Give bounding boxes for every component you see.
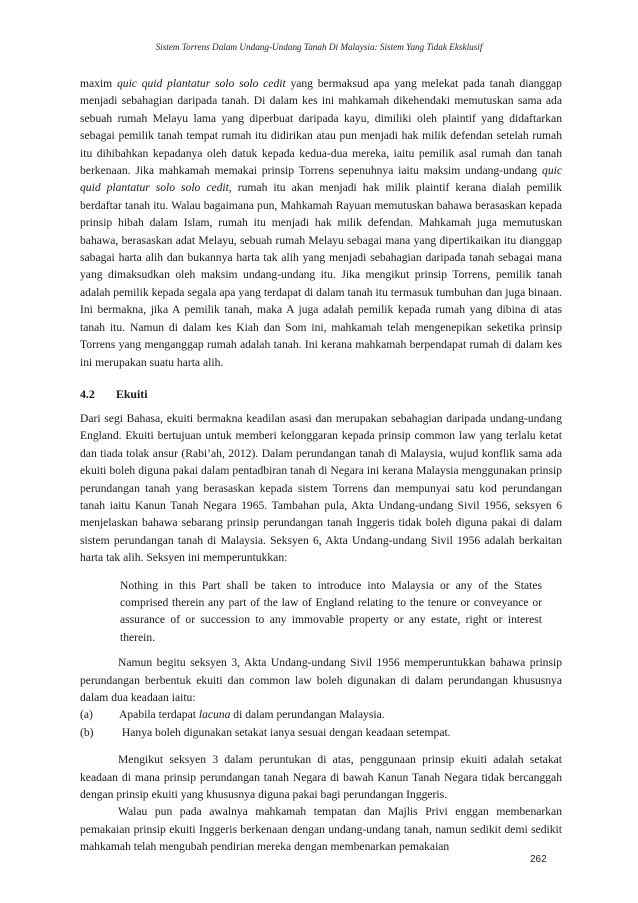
- paragraph-text: , rumah itu akan menjadi hak milik plaintif kerana dialah pemilik berdaftar tanah itu. Walau bagaimana pun, Mahkamah Rayuan memutuskan bahawa berasaskan kepada prinsip hibah dalam Islam, rumah itu menjadi hak milik defendan. Mahkamah juga memutuskan bahawa, berasaskan adat Melayu, sebuah rumah Melayu sebagai mana yang dipertikaikan itu dianggap sabagai harta alih dan bukannya harta tak alih yang menjadi sebahagian daripada tanah sebagai mana yang dimaksudkan oleh maksim undang-undang itu. Jika mengikut prinsip Torrens, pemilik tanah adalah pemilik kepada segala apa yang terdapat di dalam tanah itu termasuk tumbuhan dan juga binaan. Ini bermakna, jika A pemilik tanah, maka A juga adalah pemilik kepada rumah yang dibina di atas tanah itu. Namun di dalam kes Kiah dan Som ini, mahkamah telah mengenepikan seketika prinsip Torrens yang menganggap rumah adalah tanah. Ini kerana mahkamah berpendapat rumah di dalam kes ini merupakan suatu harta alih.: [80, 181, 562, 369]
- condition-list: [80, 706, 562, 741]
- paragraph-majlis-privi: Walau pun pada awalnya mahkamah tempatan dan Majlis Privi enggan membenarkan pemakaian prinsip ekuiti Inggeris berkenaan dengan undang-undang tanah, namun sedikit demi sedikit mahkamah telah mengubah pendirian mereka dengan membenarkan pemakaian: [80, 805, 562, 854]
- list-item: [80, 706, 562, 723]
- page-number: 262: [530, 854, 547, 865]
- paragraph-ekuiti-definition: Dari segi Bahasa, ekuiti bermakna keadilan asasi dan merupakan sebahagian daripada undang-undang England. Ekuiti bertujuan untuk memberi kelonggaran kepada prinsip common law yang terlalu ketat dan tiada tolak ansur (Rabi’ah, 2012). Dalam perundangan tanah di Malaysia, wujud konflik sama ada ekuiti boleh diguna pakai dalam pentadbiran tanah di Negara ini kerana Malaysia menggunakan prinsip perundangan tanah yang berasaskan kepada sistem Torrens dan mempunyai satu kod perundangan tanah iaitu Kanun Tanah Negara 1965. Tambahan pula, Akta Undang-undang Sivil 1956, seksyen 6 menjelaskan bahawa sebarang prinsip perundangan tanah Inggeris tidak boleh diguna pakai di dalam sistem perundangan tanah di Malaysia. Seksyen 6, Akta Undang-undang Sivil 1956 adalah berkaitan harta tak alih. Seksyen ini memperuntukkan:: [80, 411, 562, 565]
- section-number: 4.2: [80, 386, 95, 401]
- latin-maxim: quic quid plantatur solo solo cedit: [116, 77, 286, 90]
- section-title: Ekuiti: [116, 386, 148, 401]
- list-item: [80, 724, 562, 741]
- paragraph-text: yang bermaksud apa yang melekat pada tanah dianggap menjadi sebahagian daripada tanah. Di dalam kes ini mahkamah dikehendaki memutuskan sama ada sebuah rumah Melayu lama yang diperbuat daripada kayu, dimiliki oleh plaintif yang didaftarkan sebagai pemilik tanah tempat rumah itu didirikan atau pun menjadi hak milik defendan setelah rumah itu dihibahkan kepadanya oleh datuk kepada kedua-dua mereka, iaitu pemilik asal rumah dan tanah berkenaan. Jika mahkamah memakai prinsip Torrens sepenuhnya iaitu maksim undang-undang: [80, 77, 562, 178]
- list-label: (b): [80, 725, 94, 739]
- paragraph-text: maxim: [80, 77, 117, 90]
- lacuna-term: lacuna: [198, 708, 231, 722]
- latin-maxim: quic quid plantatur solo solo cedit: [80, 164, 562, 195]
- list-text: Apabila terdapat lacuna di dalam perundangan Malaysia.: [119, 708, 385, 722]
- paragraph-mengikut-seksyen-3: Mengikut seksyen 3 dalam peruntukan di atas, penggunaan prinsip ekuiti adalah setakat keadaan di mana prinsip perundangan tanah Negara di bawah Kanun Tanah Negara tidak bercanggah dengan prinsip ekuiti yang khususnya diguna pakai bagi perundangan Inggeris.: [80, 753, 562, 802]
- statute-quote: Nothing in this Part shall be taken to introduce into Malaysia or any of the States comprised therein any part of the law of England relating to the tenure or conveyance or assurance of or succession to any immovable property or any estate, right or interest therein.: [120, 578, 542, 644]
- list-label: (a): [80, 708, 93, 722]
- paragraph-kiah-som: [80, 75, 562, 371]
- paragraph-seksyen-3: Namun begitu seksyen 3, Akta Undang-undang Sivil 1956 memperuntukkan bahawa prinsip perundangan berbentuk ekuiti dan common law boleh digunakan di dalam perundangan khususnya dalam dua keadaan iaitu:: [80, 656, 562, 704]
- page-body: [80, 70, 562, 856]
- list-text: Hanya boleh digunakan setakat ianya sesuai dengan keadaan setempat.: [119, 725, 451, 739]
- running-header: Sistem Torrens Dalam Undang-Undang Tanah Di Malaysia: Sistem Yang Tidak Eksklusif: [155, 42, 483, 52]
- section-heading: [80, 386, 562, 402]
